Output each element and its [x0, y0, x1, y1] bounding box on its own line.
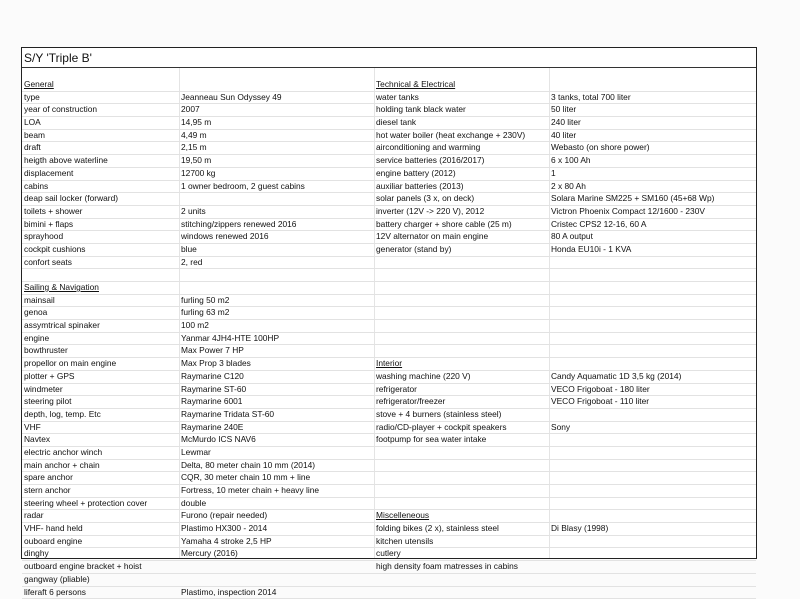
- table-cell: hot water boiler (heat exchange + 230V): [376, 130, 548, 142]
- sheet-title: S/Y 'Triple B': [22, 48, 756, 68]
- table-cell: Victron Phoenix Compact 12/1600 - 230V: [551, 206, 754, 218]
- table-row: [22, 384, 756, 397]
- table-cell: Furono (repair needed): [181, 510, 371, 522]
- table-cell: dinghy: [24, 548, 179, 560]
- table-cell: VECO Frigoboat - 180 liter: [551, 384, 754, 396]
- table-cell: Webasto (on shore power): [551, 142, 754, 154]
- table-cell: 12700 kg: [181, 168, 371, 180]
- table-cell: depth, log, temp. Etc: [24, 409, 179, 421]
- table-row: [22, 333, 756, 346]
- table-cell: bowthruster: [24, 345, 179, 357]
- table-cell: plotter + GPS: [24, 371, 179, 383]
- table-cell: gangway (pliable): [24, 574, 179, 586]
- table-cell: General: [24, 79, 179, 91]
- table-row: [22, 460, 756, 473]
- table-row: [22, 257, 756, 270]
- table-row: [22, 536, 756, 549]
- table-cell: generator (stand by): [376, 244, 548, 256]
- table-cell: engine battery (2012): [376, 168, 548, 180]
- table-row: [22, 510, 756, 523]
- table-row: [22, 130, 756, 143]
- table-cell: radar: [24, 510, 179, 522]
- table-cell: bimini + flaps: [24, 219, 179, 231]
- table-cell: Yamaha 4 stroke 2,5 HP: [181, 536, 371, 548]
- table-cell: ouboard engine: [24, 536, 179, 548]
- table-row: [22, 485, 756, 498]
- table-cell: holding tank black water: [376, 104, 548, 116]
- table-row: [22, 498, 756, 511]
- table-cell: Cristec CPS2 12-16, 60 A: [551, 219, 754, 231]
- table-cell: refrigerator/freezer: [376, 396, 548, 408]
- table-cell: Lewmar: [181, 447, 371, 459]
- table-cell: confort seats: [24, 257, 179, 269]
- table-row: [22, 409, 756, 422]
- table-cell: 2 x 80 Ah: [551, 181, 754, 193]
- table-cell: Raymarine ST-60: [181, 384, 371, 396]
- table-cell: Navtex: [24, 434, 179, 446]
- table-cell: VHF: [24, 422, 179, 434]
- spec-table: [22, 79, 756, 599]
- table-cell: 1: [551, 168, 754, 180]
- table-cell: cockpit cushions: [24, 244, 179, 256]
- table-row: [22, 219, 756, 232]
- table-cell: Max Power 7 HP: [181, 345, 371, 357]
- table-row: [22, 561, 756, 574]
- table-cell: main anchor + chain: [24, 460, 179, 472]
- table-cell: heigth above waterline: [24, 155, 179, 167]
- table-cell: washing machine (220 V): [376, 371, 548, 383]
- table-cell: Raymarine C120: [181, 371, 371, 383]
- table-cell: 40 liter: [551, 130, 754, 142]
- table-row: [22, 371, 756, 384]
- table-cell: 240 liter: [551, 117, 754, 129]
- table-cell: Yanmar 4JH4-HTE 100HP: [181, 333, 371, 345]
- table-cell: steering pilot: [24, 396, 179, 408]
- table-row: [22, 92, 756, 105]
- table-row: [22, 206, 756, 219]
- table-row: [22, 231, 756, 244]
- table-cell: type: [24, 92, 179, 104]
- table-cell: high density foam matresses in cabins: [376, 561, 548, 573]
- table-row: [22, 168, 756, 181]
- table-row: [22, 447, 756, 460]
- table-row: [22, 155, 756, 168]
- table-cell: water tanks: [376, 92, 548, 104]
- table-cell: beam: [24, 130, 179, 142]
- table-row: [22, 142, 756, 155]
- table-cell: windows renewed 2016: [181, 231, 371, 243]
- table-cell: stove + 4 burners (stainless steel): [376, 409, 548, 421]
- table-cell: McMurdo ICS NAV6: [181, 434, 371, 446]
- table-cell: battery charger + shore cable (25 m): [376, 219, 548, 231]
- table-cell: VHF- hand held: [24, 523, 179, 535]
- table-cell: Fortress, 10 meter chain + heavy line: [181, 485, 371, 497]
- table-row: [22, 193, 756, 206]
- table-cell: stitching/zippers renewed 2016: [181, 219, 371, 231]
- spec-sheet: [21, 47, 757, 559]
- table-cell: toilets + shower: [24, 206, 179, 218]
- table-cell: stern anchor: [24, 485, 179, 497]
- table-row: [22, 396, 756, 409]
- table-cell: deap sail locker (forward): [24, 193, 179, 205]
- table-cell: spare anchor: [24, 472, 179, 484]
- table-cell: solar panels (3 x, on deck): [376, 193, 548, 205]
- table-row: [22, 472, 756, 485]
- table-cell: 1 owner bedroom, 2 guest cabins: [181, 181, 371, 193]
- table-cell: VECO Frigoboat - 110 liter: [551, 396, 754, 408]
- table-cell: double: [181, 498, 371, 510]
- table-cell: 4,49 m: [181, 130, 371, 142]
- table-cell: Delta, 80 meter chain 10 mm (2014): [181, 460, 371, 472]
- table-cell: 19,50 m: [181, 155, 371, 167]
- table-cell: genoa: [24, 307, 179, 319]
- table-cell: Miscelleneous: [376, 510, 548, 522]
- table-cell: 12V alternator on main engine: [376, 231, 548, 243]
- table-cell: 6 x 100 Ah: [551, 155, 754, 167]
- table-cell: service batteries (2016/2017): [376, 155, 548, 167]
- table-cell: furling 63 m2: [181, 307, 371, 319]
- table-cell: 2 units: [181, 206, 371, 218]
- table-cell: Candy Aquamatic 1D 3,5 kg (2014): [551, 371, 754, 383]
- table-cell: steering wheel + protection cover: [24, 498, 179, 510]
- table-row: [22, 320, 756, 333]
- table-cell: engine: [24, 333, 179, 345]
- table-cell: displacement: [24, 168, 179, 180]
- table-cell: 2, red: [181, 257, 371, 269]
- table-cell: cutlery: [376, 548, 548, 560]
- table-cell: Sony: [551, 422, 754, 434]
- table-cell: Raymarine Tridata ST-60: [181, 409, 371, 421]
- table-row: [22, 358, 756, 371]
- table-cell: liferaft 6 persons: [24, 587, 179, 599]
- table-cell: Max Prop 3 blades: [181, 358, 371, 370]
- table-cell: year of construction: [24, 104, 179, 116]
- table-cell: diesel tank: [376, 117, 548, 129]
- table-row: [22, 587, 756, 599]
- table-cell: sprayhood: [24, 231, 179, 243]
- table-cell: Mercury (2016): [181, 548, 371, 560]
- table-row: [22, 269, 756, 282]
- table-cell: Solara Marine SM225 + SM160 (45+68 Wp): [551, 193, 754, 205]
- table-cell: Di Blasy (1998): [551, 523, 754, 535]
- table-cell: propellor on main engine: [24, 358, 179, 370]
- table-cell: 3 tanks, total 700 liter: [551, 92, 754, 104]
- table-cell: furling 50 m2: [181, 295, 371, 307]
- table-cell: 80 A output: [551, 231, 754, 243]
- table-row: [22, 574, 756, 587]
- table-row: [22, 307, 756, 320]
- table-row: [22, 104, 756, 117]
- table-cell: auxiliar batteries (2013): [376, 181, 548, 193]
- table-cell: 2,15 m: [181, 142, 371, 154]
- table-cell: outboard engine bracket + hoist: [24, 561, 179, 573]
- table-cell: 2007: [181, 104, 371, 116]
- table-cell: mainsail: [24, 295, 179, 307]
- table-cell: refrigerator: [376, 384, 548, 396]
- table-row: [22, 523, 756, 536]
- table-cell: CQR, 30 meter chain 10 mm + line: [181, 472, 371, 484]
- table-row: [22, 244, 756, 257]
- table-cell: cabins: [24, 181, 179, 193]
- table-cell: blue: [181, 244, 371, 256]
- table-row: [22, 79, 756, 92]
- table-cell: electric anchor winch: [24, 447, 179, 459]
- table-cell: Raymarine 240E: [181, 422, 371, 434]
- table-cell: Interior: [376, 358, 548, 370]
- table-cell: 14,95 m: [181, 117, 371, 129]
- table-cell: windmeter: [24, 384, 179, 396]
- table-cell: radio/CD-player + cockpit speakers: [376, 422, 548, 434]
- table-cell: Technical & Electrical: [376, 79, 548, 91]
- table-cell: footpump for sea water intake: [376, 434, 548, 446]
- table-cell: Jeanneau Sun Odyssey 49: [181, 92, 371, 104]
- table-row: [22, 548, 756, 561]
- table-row: [22, 345, 756, 358]
- table-cell: 100 m2: [181, 320, 371, 332]
- table-cell: airconditioning and warming: [376, 142, 548, 154]
- table-cell: kitchen utensils: [376, 536, 548, 548]
- table-cell: Sailing & Navigation: [24, 282, 179, 294]
- table-row: [22, 422, 756, 435]
- table-row: [22, 117, 756, 130]
- table-cell: Raymarine 6001: [181, 396, 371, 408]
- table-cell: Plastimo HX300 - 2014: [181, 523, 371, 535]
- table-cell: Plastimo, inspection 2014: [181, 587, 371, 599]
- table-cell: LOA: [24, 117, 179, 129]
- table-cell: assymtrical spinaker: [24, 320, 179, 332]
- table-row: [22, 181, 756, 194]
- table-row: [22, 434, 756, 447]
- table-cell: draft: [24, 142, 179, 154]
- table-cell: Honda EU10i - 1 KVA: [551, 244, 754, 256]
- table-cell: folding bikes (2 x), stainless steel: [376, 523, 548, 535]
- table-row: [22, 282, 756, 295]
- table-cell: 50 liter: [551, 104, 754, 116]
- table-row: [22, 295, 756, 308]
- table-cell: inverter (12V -> 220 V), 2012: [376, 206, 548, 218]
